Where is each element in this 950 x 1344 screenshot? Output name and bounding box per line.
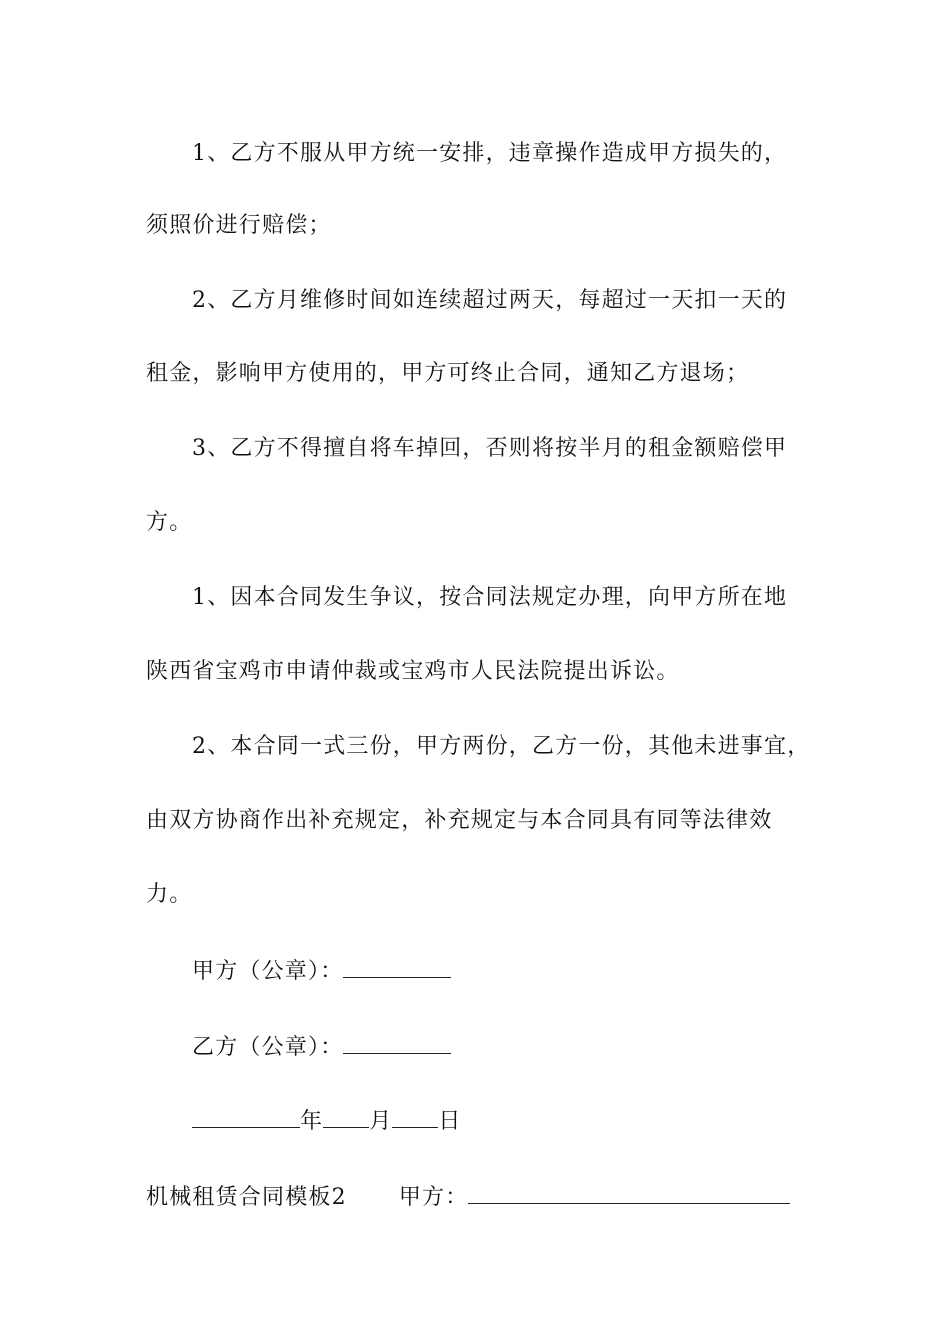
month-blank[interactable] [323,1105,369,1128]
paragraph-5-line-3: 力。 [146,882,193,907]
paragraph-2-line-2: 租金，影响甲方使用的，甲方可终止合同，通知乙方退场； [146,361,750,386]
party-a-signature-line [192,955,862,988]
party-b-seal-label: 乙方（公章）： [192,1035,344,1060]
paragraph-1-line-1: 1、乙方不服从甲方统一安排，违章操作造成甲方损失的， [192,141,788,166]
paragraph-2-line-1: 2、乙方月维修时间如连续超过两天，每超过一天扣一天的 [192,288,788,313]
paragraph-1-line-2: 须照价进行赔偿； [146,213,332,238]
template-heading-line [146,1181,816,1214]
template-title: 机械租赁合同模板2 [146,1185,347,1210]
paragraph-5-line-2: 由双方协商作出补充规定，补充规定与本合同具有同等法律效 [146,808,773,833]
paragraph-4-line-2: 陕西省宝鸡市申请仲裁或宝鸡市人民法院提出诉讼。 [146,659,680,684]
party-b-signature-line [192,1031,862,1064]
month-label: 月 [369,1109,393,1134]
party-a-signature-blank[interactable] [343,955,451,978]
paragraph-4-line-1: 1、因本合同发生争议，按合同法规定办理，向甲方所在地 [192,585,788,610]
paragraph-3-line-1: 3、乙方不得擅自将车掉回，否则将按半月的租金额赔偿甲 [192,436,788,461]
date-line [192,1105,862,1138]
year-blank[interactable] [192,1105,300,1128]
footer-party-a-blank[interactable] [468,1181,790,1204]
party-b-signature-blank[interactable] [343,1031,451,1054]
day-blank[interactable] [392,1105,438,1128]
year-label: 年 [300,1109,324,1134]
paragraph-3-line-2: 方。 [146,510,193,535]
paragraph-5-line-1: 2、本合同一式三份，甲方两份，乙方一份，其他未进事宜， [192,734,811,759]
footer-party-a-label: 甲方： [398,1185,469,1210]
party-a-seal-label: 甲方（公章）： [192,959,344,984]
day-label: 日 [438,1109,462,1134]
